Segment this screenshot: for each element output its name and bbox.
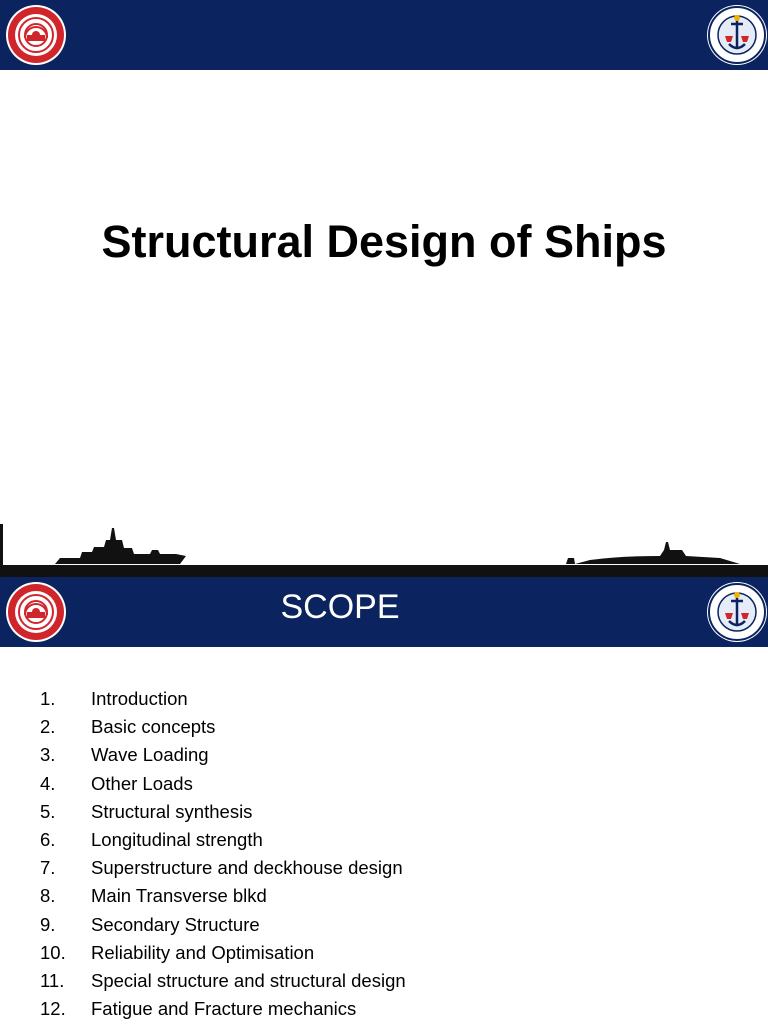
item-number: 6. bbox=[40, 828, 56, 850]
warship-silhouette bbox=[55, 528, 186, 564]
item-text: Longitudinal strength bbox=[91, 828, 263, 850]
item-number: 4. bbox=[40, 772, 56, 794]
item-number: 5. bbox=[40, 800, 56, 822]
item-text: Other Loads bbox=[91, 772, 193, 794]
list-item bbox=[0, 741, 768, 769]
list-item bbox=[0, 967, 768, 995]
ship-silhouette-graphic bbox=[0, 520, 768, 578]
list-item bbox=[0, 713, 768, 741]
item-text: Fatigue and Fracture mechanics bbox=[91, 998, 357, 1020]
list-item bbox=[0, 911, 768, 939]
item-text: Structural synthesis bbox=[91, 800, 253, 822]
item-text: Superstructure and deckhouse design bbox=[91, 857, 403, 879]
list-item bbox=[0, 798, 768, 826]
item-text: Introduction bbox=[91, 688, 188, 709]
item-number: 9. bbox=[40, 913, 56, 935]
submarine-silhouette bbox=[566, 542, 740, 564]
list-item bbox=[0, 770, 768, 798]
item-text: Special structure and structural design bbox=[91, 969, 406, 991]
naval-construction-wing-emblem-icon bbox=[706, 581, 768, 643]
item-number: 3. bbox=[40, 744, 56, 766]
scope-list bbox=[0, 685, 768, 1023]
item-number: 7. bbox=[40, 857, 56, 879]
item-text: Main Transverse blkd bbox=[91, 885, 267, 907]
item-text: Basic concepts bbox=[91, 716, 216, 738]
item-number: 11. bbox=[40, 969, 65, 991]
item-number: 8. bbox=[40, 885, 56, 907]
item-text: Reliability and Optimisation bbox=[91, 941, 315, 963]
list-item bbox=[0, 854, 768, 882]
item-number: 2. bbox=[40, 716, 56, 738]
item-text: Wave Loading bbox=[91, 744, 209, 766]
item-number: 12. bbox=[40, 998, 66, 1020]
header-banner bbox=[0, 0, 768, 70]
item-text: Secondary Structure bbox=[91, 913, 260, 935]
naval-construction-wing-emblem-icon bbox=[706, 4, 768, 66]
slide-title: Structural Design of Ships bbox=[101, 216, 667, 267]
scope-title: SCOPE bbox=[280, 588, 400, 626]
item-number: 1. bbox=[40, 688, 56, 709]
list-item bbox=[0, 995, 768, 1023]
list-item bbox=[0, 882, 768, 910]
list-item bbox=[0, 939, 768, 967]
item-number: 10. bbox=[40, 941, 66, 963]
list-item bbox=[0, 685, 768, 713]
list-item bbox=[0, 826, 768, 854]
institute-emblem-icon bbox=[5, 4, 67, 66]
